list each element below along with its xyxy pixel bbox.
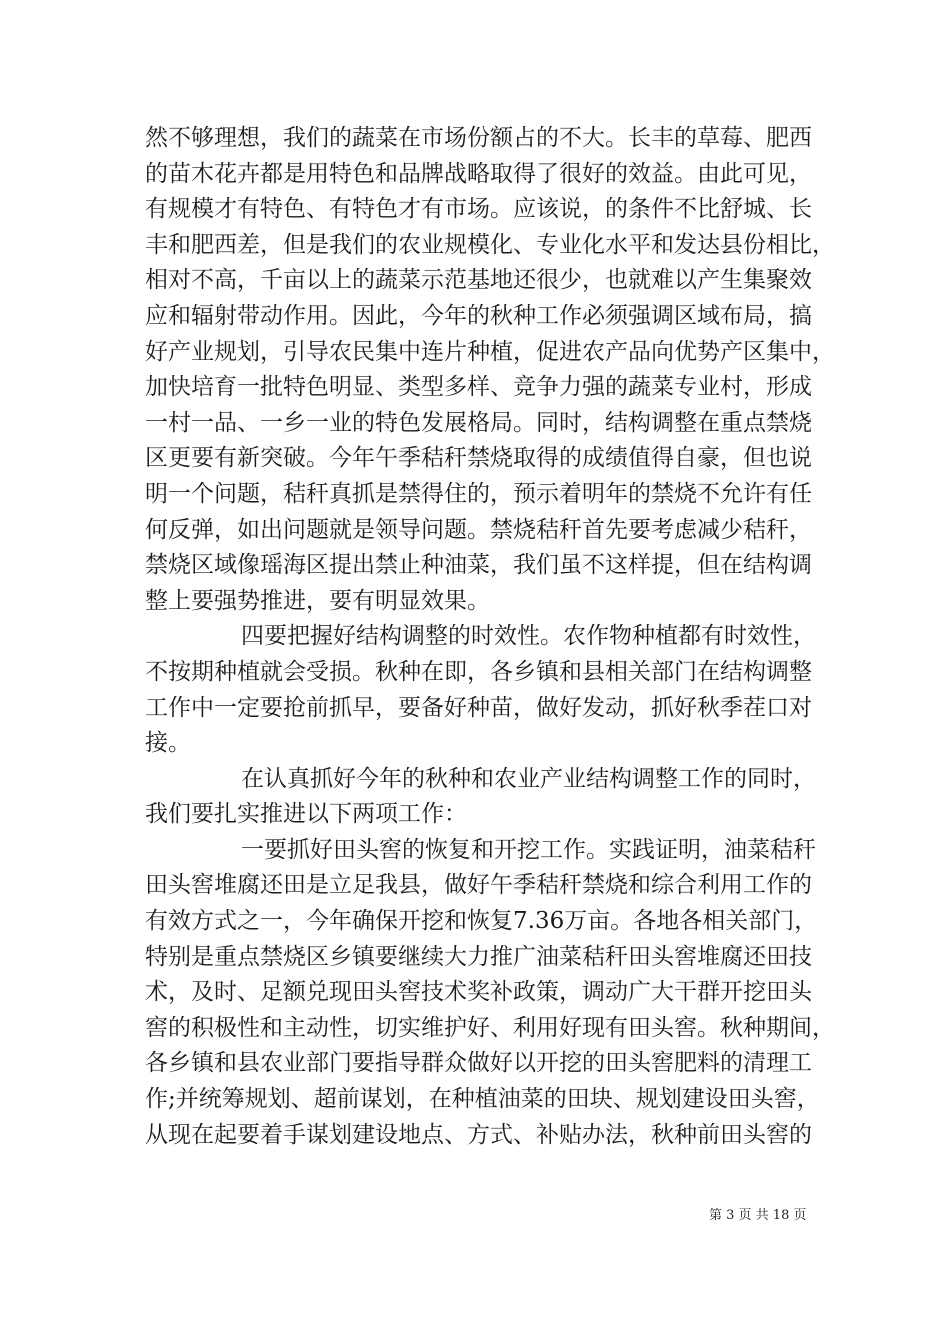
text-line: 接。 (145, 730, 191, 757)
text-line: 术，及时、足额兑现田头窖技术奖补政策，调动广大干群开挖田头 (145, 979, 812, 1006)
text-line: 田头窖堆腐还田是立足我县，做好午季秸秆禁烧和综合利用工作的 (145, 872, 812, 899)
text-line: 特别是重点禁烧区乡镇要继续大力推广油菜秸秆田头窖堆腐还田技 (145, 943, 812, 970)
text-line: 四要把握好结构调整的时效性。农作物种植都有时效性， (241, 623, 816, 650)
text-line: 加快培育一批特色明显、类型多样、竞争力强的蔬菜专业村，形成 (145, 374, 812, 401)
text-line: 区更要有新突破。今年午季秸秆禁烧取得的成绩值得自豪，但也说 (145, 445, 812, 472)
text-line: 有规模才有特色、有特色才有市场。应该说，的条件不比舒城、长 (145, 196, 812, 223)
text-line: 不按期种植就会受损。秋种在即，各乡镇和县相关部门在结构调整 (145, 658, 812, 685)
page-number-footer: 第 3 页 共 18 页 (709, 1208, 807, 1223)
text-line: 整上要强势推进，要有明显效果。 (145, 587, 490, 614)
text-line: 我们要扎实推进以下两项工作： (145, 801, 467, 828)
text-line: 相对不高，千亩以上的蔬菜示范基地还很少，也就难以产生集聚效 (145, 267, 812, 294)
text-line: 明一个问题，秸秆真抓是禁得住的，预示着明年的禁烧不允许有任 (145, 480, 812, 507)
text-line: 好产业规划，引导农民集中连片种植，促进农产品向优势产区集中， (145, 338, 835, 365)
text-line: 何反弹，如出问题就是领导问题。禁烧秸秆首先要考虑减少秸秆， (145, 516, 812, 543)
text-line: 窖的积极性和主动性，切实维护好、利用好现有田头窖。秋种期间， (145, 1014, 835, 1041)
paragraph (145, 833, 835, 1153)
text-line: 一村一品、一乡一业的特色发展格局。同时，结构调整在重点禁烧 (145, 409, 812, 436)
text-line: 的苗木花卉都是用特色和品牌战略取得了很好的效益。由此可见， (145, 160, 812, 187)
text-line: 从现在起要着手谋划建设地点、方式、补贴办法，秋种前田头窖的 (145, 1121, 812, 1148)
text-line: 一要抓好田头窖的恢复和开挖工作。实践证明，油菜秸秆 (241, 836, 816, 863)
paragraph (145, 619, 825, 761)
text-line: 在认真抓好今年的秋种和农业产业结构调整工作的同时， (241, 765, 816, 792)
paragraph (145, 762, 825, 833)
text-line: 工作中一定要抢前抓早，要备好种苗，做好发动，抓好秋季茬口对 (145, 694, 812, 721)
paragraph (145, 121, 835, 619)
text-line: 各乡镇和县农业部门要指导群众做好以开挖的田头窖肥料的清理工 (145, 1050, 812, 1077)
text-line: 作;并统筹规划、超前谋划，在种植油菜的田块、规划建设田头窖， (145, 1086, 820, 1113)
text-line: 应和辐射带动作用。因此，今年的秋种工作必须强调区域布局，搞 (145, 302, 812, 329)
text-line: 然不够理想，我们的蔬菜在市场份额占的不大。长丰的草莓、肥西 (145, 125, 812, 151)
text-line: 禁烧区域像瑶海区提出禁止种油菜，我们虽不这样提，但在结构调 (145, 552, 812, 579)
text-line: 丰和肥西差，但是我们的农业规模化、专业化水平和发达县份相比， (145, 231, 835, 258)
document-body (145, 121, 835, 1153)
text-line: 有效方式之一，今年确保开挖和恢复7.36万亩。各地各相关部门， (145, 908, 818, 935)
